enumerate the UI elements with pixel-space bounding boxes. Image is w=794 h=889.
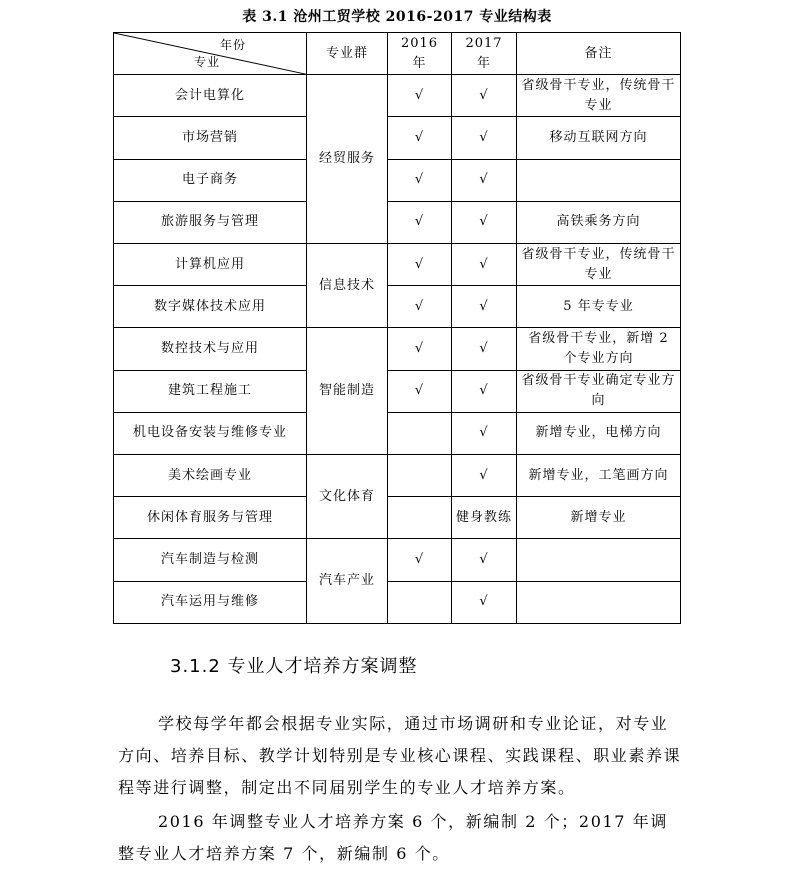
check-2017: √ [452, 286, 517, 328]
section-heading: 3.1.2 专业人才培养方案调整 [170, 656, 418, 677]
group-cell: 信息技术 [307, 244, 388, 328]
header-major-label: 专业 [194, 55, 221, 70]
note-cell: 移动互联网方向 [517, 117, 681, 159]
table-row [114, 370, 681, 412]
note-cell [517, 159, 681, 201]
note-cell: 新增专业 [517, 497, 681, 539]
check-2016: √ [388, 201, 452, 243]
major-cell: 会计电算化 [114, 75, 307, 117]
header-group: 专业群 [307, 33, 388, 75]
note-cell: 省级骨干专业，传统骨干专业 [517, 75, 681, 117]
major-cell: 休闲体育服务与管理 [114, 497, 307, 539]
check-2016: √ [388, 328, 452, 370]
note-cell: 省级骨干专业，新增 2 个专业方向 [517, 328, 681, 370]
check-2017: √ [452, 117, 517, 159]
major-cell: 汽车制造与检测 [114, 539, 307, 581]
note-cell [517, 539, 681, 581]
major-structure-table [113, 32, 681, 624]
major-cell: 数控技术与应用 [114, 328, 307, 370]
table-caption: 表 3.1 沧州工贸学校 2016-2017 专业结构表 [242, 9, 552, 25]
table-row [114, 455, 681, 497]
table-row [114, 581, 681, 623]
table-row [114, 412, 681, 454]
check-2017: √ [452, 539, 517, 581]
check-2017: √ [452, 244, 517, 286]
table-row [114, 244, 681, 286]
paragraph: 学校每学年都会根据专业实际，通过市场调研和专业论证，对专业方向、培养目标、教学计划特别是专业核心课程、实践课程、职业素养课程等进行调整，制定出不同届别学生的专业人才培养方案。 [118, 714, 682, 797]
check-2016: √ [388, 539, 452, 581]
table-row [114, 75, 681, 117]
group-cell: 经贸服务 [307, 75, 388, 244]
group-cell: 汽车产业 [307, 539, 388, 624]
header-2016: 2016 年 [388, 33, 452, 75]
major-cell: 美术绘画专业 [114, 455, 307, 497]
header-2017: 2017 年 [452, 33, 517, 75]
header-note: 备注 [517, 33, 681, 75]
major-cell: 数字媒体技术应用 [114, 286, 307, 328]
major-cell: 建筑工程施工 [114, 370, 307, 412]
check-2016: √ [388, 370, 452, 412]
table-row [114, 201, 681, 243]
check-2017: √ [452, 412, 517, 454]
major-cell: 机电设备安装与维修专业 [114, 412, 307, 454]
check-2016 [388, 455, 452, 497]
check-2016: √ [388, 159, 452, 201]
check-2016: √ [388, 75, 452, 117]
check-2017: √ [452, 159, 517, 201]
table-row [114, 159, 681, 201]
table-row [114, 539, 681, 581]
note-cell [517, 581, 681, 623]
group-cell: 文化体育 [307, 455, 388, 539]
table-row [114, 328, 681, 370]
table-row [114, 286, 681, 328]
group-cell: 智能制造 [307, 328, 388, 455]
table-row [114, 497, 681, 539]
header-year-label: 年份 [219, 38, 246, 52]
note-cell: 5 年专专业 [517, 286, 681, 328]
major-cell: 市场营销 [114, 117, 307, 159]
check-2016: √ [388, 244, 452, 286]
major-cell: 旅游服务与管理 [114, 201, 307, 243]
note-cell: 高铁乘务方向 [517, 201, 681, 243]
check-2017: √ [452, 75, 517, 117]
major-cell: 电子商务 [114, 159, 307, 201]
note-cell: 省级骨干专业确定专业方向 [517, 370, 681, 412]
major-cell: 计算机应用 [114, 244, 307, 286]
note-cell: 新增专业，工笔画方向 [517, 455, 681, 497]
check-2016 [388, 412, 452, 454]
paragraph: 2016 年调整专业人才培养方案 6 个，新编制 2 个；2017 年调整专业人才培养方案 7 个，新编制 6 个。 [118, 812, 668, 863]
check-2016: √ [388, 286, 452, 328]
table-header-row [114, 33, 681, 75]
check-2017: √ [452, 328, 517, 370]
note-cell: 省级骨干专业，传统骨干专业 [517, 244, 681, 286]
check-2017: √ [452, 455, 517, 497]
check-2016 [388, 581, 452, 623]
note-cell: 新增专业，电梯方向 [517, 412, 681, 454]
table-row [114, 117, 681, 159]
header-corner-cell [114, 33, 307, 75]
check-2017: 健身教练 [452, 497, 517, 539]
check-2017: √ [452, 370, 517, 412]
check-2016: √ [388, 117, 452, 159]
major-cell: 汽车运用与维修 [114, 581, 307, 623]
check-2017: √ [452, 581, 517, 623]
check-2016 [388, 497, 452, 539]
check-2017: √ [452, 201, 517, 243]
